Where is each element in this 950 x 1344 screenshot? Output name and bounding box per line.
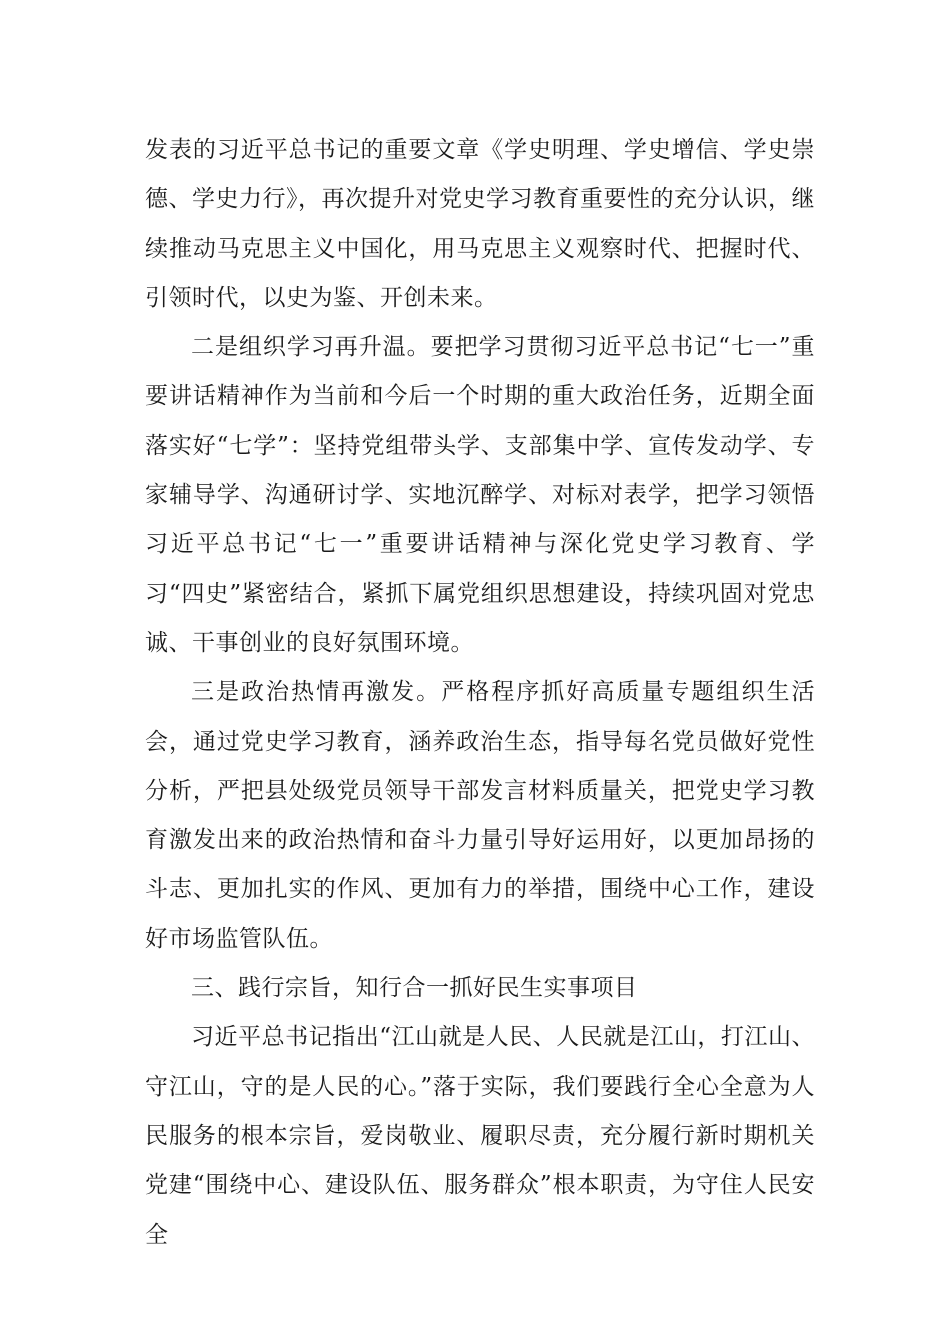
section-heading: 三、践行宗旨，知行合一抓好民生实事项目: [191, 975, 638, 1002]
paragraph-2: 二是组织学习再升温。要把学习贯彻习近平总书记“七一”重要讲话精神作为当前和今后一个时期的重大政治任务，近期全面落实好“七学”：坚持党组带头学、支部集中学、宣传发动学、专家辅导学、沟通研讨学、实地沉醉学、对标对表学，把学习领悟习近平总书记“七一”重要讲话精神与深化党史学习教育、学习“四史”紧密结合，紧抓下属党组织思想建设，持续巩固对党忠诚、干事创业的良好氛围环境。: [145, 334, 815, 656]
paragraph-1: 发表的习近平总书记的重要文章《学史明理、学史增信、学史崇德、学史力行》，再次提升对党史学习教育重要性的充分认识，继续推动马克思主义中国化，用马克思主义观察时代、把握时代、引领时代，以史为鉴、开创未来。: [145, 137, 815, 311]
document-body: [145, 126, 815, 1260]
paragraph-3: 三是政治热情再激发。严格程序抓好高质量专题组织生活会，通过党史学习教育，涵养政治生态，指导每名党员做好党性分析，严把县处级党员领导干部发言材料质量关，把党史学习教育激发出来的政治热情和奋斗力量引导好运用好，以更加昂扬的斗志、更加扎实的作风、更加有力的举措，围绕中心工作，建设好市场监管队伍。: [145, 679, 815, 952]
paragraph-4: 习近平总书记指出“江山就是人民、人民就是江山，打江山、守江山，守的是人民的心。”落于实际，我们要践行全心全意为人民服务的根本宗旨，爱岗敬业、履职尽责，充分履行新时期机关党建“围绕中心、建设队伍、服务群众”根本职责，为守住人民安全: [145, 1024, 815, 1248]
